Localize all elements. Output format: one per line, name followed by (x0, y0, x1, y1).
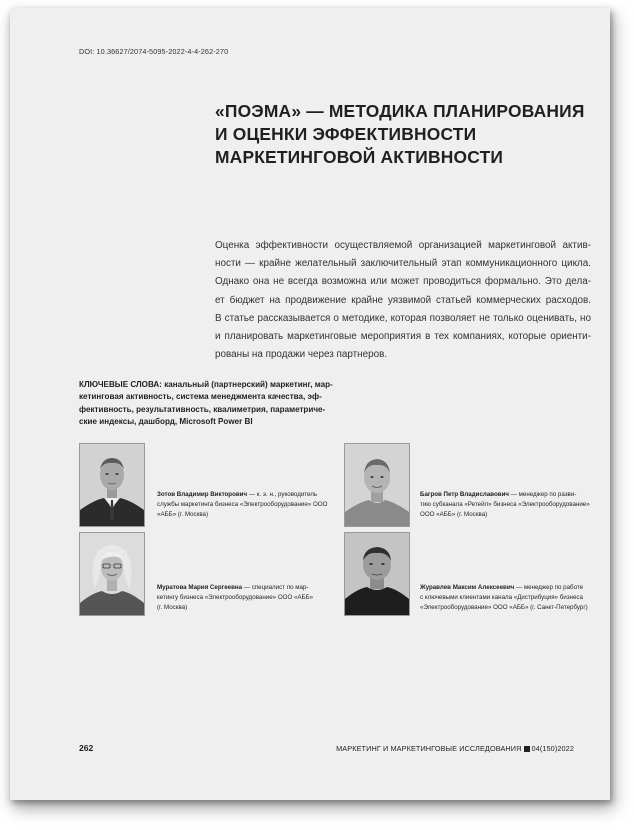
author-affiliation: с ключевыми клиентами канала «Дистрибуция» бизнеса (420, 593, 583, 601)
author-name: Муратова Мария Сергеевна (157, 584, 243, 591)
author-photo (79, 443, 145, 527)
author-caption (420, 490, 610, 519)
journal-page (10, 8, 610, 800)
author-affiliation: (г. Москва) (157, 603, 188, 611)
abstract-line: и планировать маркетинговые мероприятия в тех компаниях, которые ориенти- (215, 331, 591, 343)
author-caption (157, 583, 347, 612)
page-number: 262 (79, 743, 94, 753)
abstract-line: рованы на продажи через партнеров. (215, 349, 388, 361)
journal-issue: 04(150)2022 (531, 744, 574, 753)
title-line: МАРКЕТИНГОВОЙ АКТИВНОСТИ (215, 147, 504, 167)
keywords-line: ские индексы, дашборд, Microsoft Power BI (79, 417, 253, 427)
author-affiliation: тию субканала «Ретейл» бизнеса «Электрооборудование» (420, 500, 590, 508)
author-affiliation: — к. э. н., руководитель (248, 491, 318, 498)
abstract-line: ности — крайне желательный заключительный этап коммуникационного цикла. (215, 258, 591, 270)
article-title (215, 100, 595, 169)
author-affiliation: службы маркетинга бизнеса «Электрооборудование» ООО (157, 500, 328, 508)
author-affiliation: «Электрооборудование» ООО «АББ» (г. Санкт-Петербург) (420, 603, 588, 611)
author-affiliation: — специалист по мар- (243, 584, 309, 591)
doi: DOI: 10.36627/2074-5095-2022-4-4-262-270 (79, 47, 229, 56)
keywords-line: фективность, результативность, квалиметрия, параметриче- (79, 404, 326, 414)
keywords (79, 379, 333, 429)
author-caption (420, 583, 610, 612)
author-photo (344, 532, 410, 616)
author-photo (79, 532, 145, 616)
author-affiliation: — менеджер по разви- (510, 491, 577, 498)
title-line: «ПОЭМА» — МЕТОДИКА ПЛАНИРОВАНИЯ (215, 101, 585, 121)
author-caption (157, 490, 347, 519)
abstract-line: В статье рассказывается о методике, которая позволяет не только оценивать, но (215, 312, 591, 324)
author-affiliation: — менеджер по работе (515, 584, 584, 591)
author-affiliation: кетингу бизнеса «Электрооборудование» ООО «АББ» (157, 593, 314, 601)
abstract-line: ет бюджет на продвижение крайне уязвимой статьей коммерческих расходов. (215, 294, 591, 306)
author-name: Багров Петр Владиславович (420, 491, 509, 498)
author-photo (344, 443, 410, 527)
running-footer (336, 744, 574, 753)
author-name: Зотов Владимир Викторович (157, 491, 248, 498)
author-affiliation: «АББ» (г. Москва) (157, 510, 209, 518)
abstract-line: Оценка эффективности осуществляемой организацией маркетинговой актив- (215, 240, 591, 251)
abstract (215, 237, 591, 364)
journal-name: МАРКЕТИНГ И МАРКЕТИНГОВЫЕ ИССЛЕДОВАНИЯ (336, 744, 522, 753)
title-line: И ОЦЕНКИ ЭФФЕКТИВНОСТИ (215, 124, 477, 144)
abstract-line: Однако она не всегда возможна или может проводиться формально. Это дела- (215, 276, 591, 288)
keywords-line: КЛЮЧЕВЫЕ СЛОВА: канальный (партнерский) маркетинг, мар- (79, 380, 333, 389)
keywords-line: кетинговая активность, система менеджмента качества, эф- (79, 392, 322, 402)
author-name: Журавлев Максим Алексеевич (420, 584, 515, 591)
author-affiliation: ООО «АББ» (г. Москва) (420, 510, 488, 518)
square-separator-icon (524, 746, 530, 752)
